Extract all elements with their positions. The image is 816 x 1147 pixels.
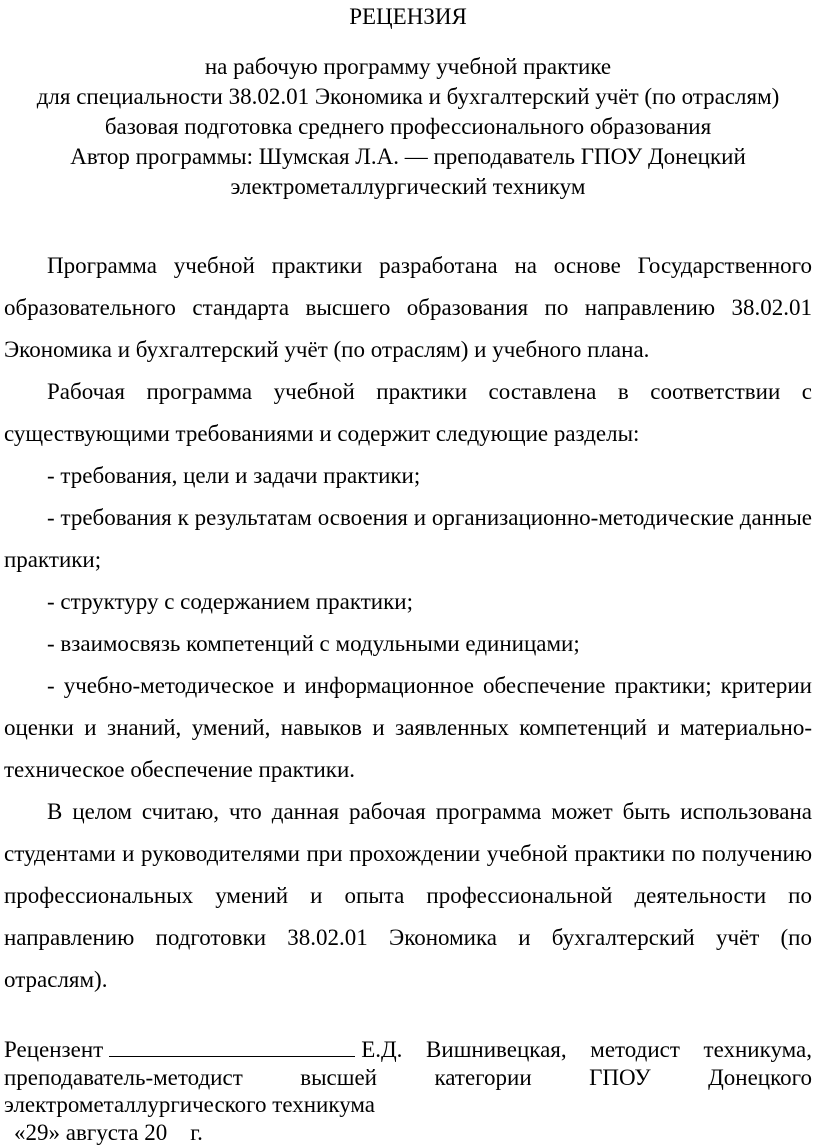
reviewer-signature-line (4, 1036, 812, 1119)
list-item: - учебно-методическое и информационное обеспечение практики; критерии оценки и знаний, умений, навыков и заявленных компетенций и материально-техническое обеспечение практики. (4, 673, 812, 782)
header-line: для специальности 38.02.01 Экономика и бухгалтерский учёт (по отраслям) (36, 84, 780, 109)
signature-blank (109, 1036, 355, 1057)
header-line: базовая подготовка среднего профессионального образования (104, 114, 712, 139)
reviewer-block (4, 1036, 812, 1146)
document-header (0, 52, 816, 202)
header-line: на рабочую программу учебной практике (204, 54, 612, 79)
body-paragraph: Рабочая программа учебной практики составлена в соответствии с существующими требованиями и содержит следующие разделы: (4, 379, 812, 446)
list-item: - требования к результатам освоения и организационно-методические данные практики; (4, 505, 812, 572)
list-item: - структуру с содержанием практики; (47, 589, 413, 614)
reviewer-label: Рецензент (4, 1037, 104, 1062)
header-line: Автор программы: Шумская Л.А. — преподаватель ГПОУ Донецкий (70, 144, 746, 169)
header-line: электрометаллургический техникум (230, 174, 586, 199)
body-paragraph: В целом считаю, что данная рабочая программа может быть использована студентами и руководителями при прохождении учебной практики по получению профессиональных умений и опыта профессиональной деятельности по направлению подготовки 38.02.01 Экономика и бухгалтерский учёт (по отраслям). (4, 799, 812, 992)
list-item: - взаимосвязь компетенций с модульными единицами; (47, 631, 580, 656)
document-title: РЕЦЕНЗИЯ (349, 4, 467, 29)
body-paragraph: Программа учебной практики разработана на основе Государственного образовательного стандарта высшего образования по направлению 38.02.01 Экономика и бухгалтерский учёт (по отраслям) и учебного плана. (4, 253, 812, 362)
reviewer-details: Е.Д. Вишнивецкая, методист техникума, преподаватель-методист высшей категории ГПОУ Донецкого электрометаллургического техникума (4, 1037, 812, 1117)
document-body (4, 245, 812, 1001)
list-item: - требования, цели и задачи практики; (47, 463, 421, 488)
review-date: «29» августа 20 г. (14, 1119, 203, 1145)
